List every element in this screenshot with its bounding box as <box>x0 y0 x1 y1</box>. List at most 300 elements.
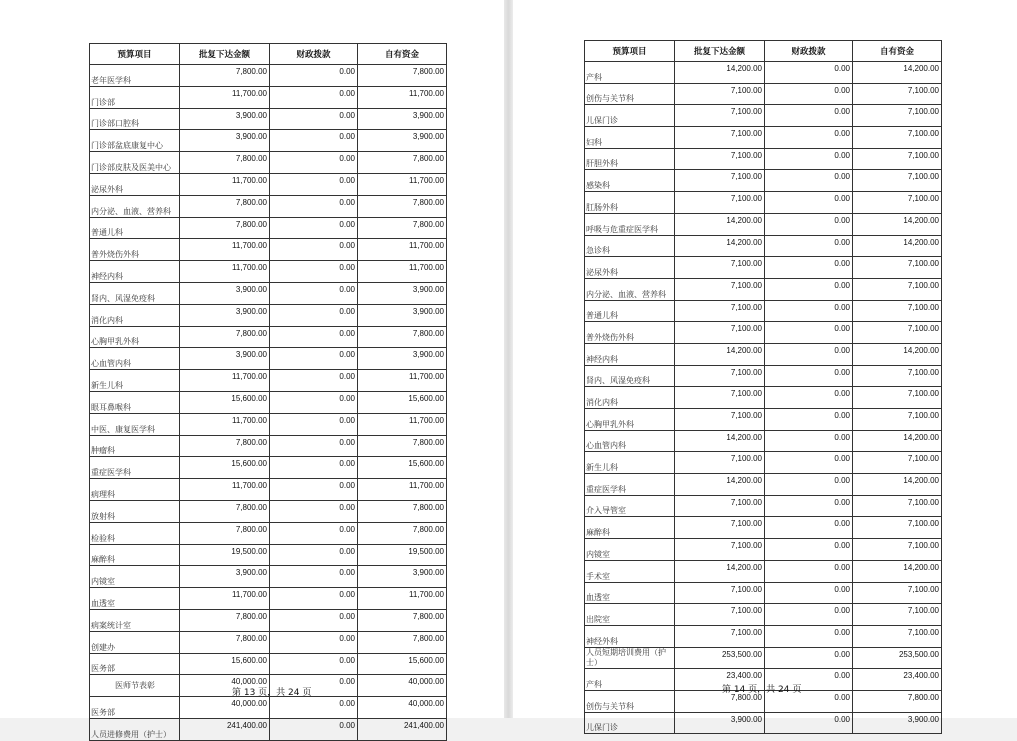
approved-amount-cell: 7,100.00 <box>675 452 765 474</box>
approved-amount-cell: 7,100.00 <box>675 192 765 214</box>
own-funds-cell: 7,800.00 <box>358 522 447 544</box>
table-row <box>90 152 447 174</box>
table-row <box>90 217 447 239</box>
approved-amount-cell: 11,700.00 <box>180 413 270 435</box>
table-row <box>90 86 447 108</box>
table-row <box>585 300 942 322</box>
approved-amount-cell: 241,400.00 <box>180 718 270 740</box>
approved-amount-cell: 15,600.00 <box>180 653 270 675</box>
fiscal-allocation-cell: 0.00 <box>765 300 853 322</box>
fiscal-allocation-cell: 0.00 <box>270 566 358 588</box>
approved-amount-cell: 7,800.00 <box>180 65 270 87</box>
header-approved-amount: 批复下达金额 <box>180 44 270 65</box>
approved-amount-cell: 11,700.00 <box>180 261 270 283</box>
own-funds-cell: 11,700.00 <box>358 261 447 283</box>
table-row <box>90 391 447 413</box>
budget-item-cell: 新生儿科 <box>585 452 675 474</box>
approved-amount-cell: 14,200.00 <box>675 235 765 257</box>
approved-amount-cell: 7,800.00 <box>180 522 270 544</box>
own-funds-cell: 7,800.00 <box>358 65 447 87</box>
table-row <box>90 304 447 326</box>
budget-item-cell: 急诊科 <box>585 235 675 257</box>
own-funds-cell: 40,000.00 <box>358 697 447 719</box>
table-row <box>90 697 447 719</box>
approved-amount-cell: 7,100.00 <box>675 127 765 149</box>
fiscal-allocation-cell: 0.00 <box>270 173 358 195</box>
fiscal-allocation-cell: 0.00 <box>270 195 358 217</box>
fiscal-allocation-cell: 0.00 <box>270 697 358 719</box>
table-row <box>90 631 447 653</box>
table-row <box>90 522 447 544</box>
table-row <box>585 235 942 257</box>
fiscal-allocation-cell: 0.00 <box>765 83 853 105</box>
budget-item-cell: 内分泌、血液、营养科 <box>585 278 675 300</box>
page-number: 第 14 页，共 24 页 <box>722 685 802 695</box>
own-funds-cell: 7,100.00 <box>853 127 942 149</box>
table-header-row <box>90 44 447 65</box>
own-funds-cell: 7,100.00 <box>853 170 942 192</box>
table-row <box>90 173 447 195</box>
budget-item-cell: 麻醉科 <box>585 517 675 539</box>
approved-amount-cell: 40,000.00 <box>180 675 270 697</box>
budget-item-cell: 眼耳鼻喉科 <box>90 391 180 413</box>
header-own-funds: 自有资金 <box>853 41 942 62</box>
fiscal-allocation-cell: 0.00 <box>765 343 853 365</box>
approved-amount-cell: 15,600.00 <box>180 391 270 413</box>
table-row <box>90 413 447 435</box>
own-funds-cell: 11,700.00 <box>358 370 447 392</box>
approved-amount-cell: 3,900.00 <box>675 712 765 734</box>
approved-amount-cell: 19,500.00 <box>180 544 270 566</box>
own-funds-cell: 11,700.00 <box>358 588 447 610</box>
budget-item-cell: 儿保门诊 <box>585 105 675 127</box>
budget-item-cell: 普通儿科 <box>585 300 675 322</box>
approved-amount-cell: 14,200.00 <box>675 560 765 582</box>
table-row <box>90 457 447 479</box>
fiscal-allocation-cell: 0.00 <box>270 152 358 174</box>
approved-amount-cell: 7,800.00 <box>180 152 270 174</box>
fiscal-allocation-cell: 0.00 <box>270 457 358 479</box>
own-funds-cell: 11,700.00 <box>358 413 447 435</box>
fiscal-allocation-cell: 0.00 <box>765 278 853 300</box>
budget-item-cell: 血透室 <box>585 582 675 604</box>
budget-item-cell: 神经内科 <box>585 343 675 365</box>
fiscal-allocation-cell: 0.00 <box>765 170 853 192</box>
budget-item-cell: 医师节表彰 <box>90 675 180 697</box>
own-funds-cell: 3,900.00 <box>358 348 447 370</box>
table-row <box>585 148 942 170</box>
table-row <box>90 261 447 283</box>
table-row <box>585 625 942 647</box>
fiscal-allocation-cell: 0.00 <box>270 348 358 370</box>
own-funds-cell: 11,700.00 <box>358 479 447 501</box>
own-funds-cell: 14,200.00 <box>853 560 942 582</box>
budget-item-cell: 内镜室 <box>90 566 180 588</box>
fiscal-allocation-cell: 0.00 <box>765 127 853 149</box>
own-funds-cell: 11,700.00 <box>358 173 447 195</box>
budget-item-cell: 肝胆外科 <box>585 148 675 170</box>
table-row <box>90 348 447 370</box>
own-funds-cell: 7,800.00 <box>853 690 942 712</box>
header-own-funds: 自有资金 <box>358 44 447 65</box>
budget-item-cell: 产科 <box>585 669 675 691</box>
budget-item-cell: 老年医学科 <box>90 65 180 87</box>
fiscal-allocation-cell: 0.00 <box>270 544 358 566</box>
approved-amount-cell: 7,800.00 <box>180 500 270 522</box>
own-funds-cell: 7,100.00 <box>853 387 942 409</box>
fiscal-allocation-cell: 0.00 <box>270 86 358 108</box>
budget-item-cell: 肾内、风湿免疫科 <box>90 282 180 304</box>
table-row <box>90 195 447 217</box>
table-row <box>585 62 942 84</box>
table-row <box>585 213 942 235</box>
budget-item-cell: 儿保门诊 <box>585 712 675 734</box>
table-row <box>90 566 447 588</box>
approved-amount-cell: 7,800.00 <box>180 326 270 348</box>
fiscal-allocation-cell: 0.00 <box>765 387 853 409</box>
approved-amount-cell: 3,900.00 <box>180 108 270 130</box>
table-row <box>585 322 942 344</box>
approved-amount-cell: 7,100.00 <box>675 625 765 647</box>
own-funds-cell: 15,600.00 <box>358 391 447 413</box>
fiscal-allocation-cell: 0.00 <box>270 500 358 522</box>
budget-item-cell: 内镜室 <box>585 539 675 561</box>
fiscal-allocation-cell: 0.00 <box>270 479 358 501</box>
budget-item-cell: 普外烧伤外科 <box>585 322 675 344</box>
own-funds-cell: 7,100.00 <box>853 148 942 170</box>
budget-item-cell: 出院室 <box>585 604 675 626</box>
fiscal-allocation-cell: 0.00 <box>765 539 853 561</box>
budget-item-cell: 门诊部 <box>90 86 180 108</box>
own-funds-cell: 14,200.00 <box>853 62 942 84</box>
approved-amount-cell: 3,900.00 <box>180 304 270 326</box>
budget-item-cell: 介入导管室 <box>585 495 675 517</box>
table-row <box>585 452 942 474</box>
own-funds-cell: 7,800.00 <box>358 631 447 653</box>
fiscal-allocation-cell: 0.00 <box>765 690 853 712</box>
budget-item-cell: 肾内、风湿免疫科 <box>585 365 675 387</box>
fiscal-allocation-cell: 0.00 <box>765 257 853 279</box>
fiscal-allocation-cell: 0.00 <box>765 712 853 734</box>
budget-item-cell: 妇科 <box>585 127 675 149</box>
own-funds-cell: 7,800.00 <box>358 152 447 174</box>
page-number: 第 13 页，共 24 页 <box>232 688 312 698</box>
table-row <box>585 127 942 149</box>
approved-amount-cell: 7,100.00 <box>675 148 765 170</box>
approved-amount-cell: 23,400.00 <box>675 669 765 691</box>
budget-item-cell: 消化内科 <box>90 304 180 326</box>
table-row <box>585 647 942 669</box>
own-funds-cell: 19,500.00 <box>358 544 447 566</box>
budget-item-cell: 人员进修费用（护士） <box>90 718 180 740</box>
fiscal-allocation-cell: 0.00 <box>270 261 358 283</box>
fiscal-allocation-cell: 0.00 <box>270 130 358 152</box>
table-row <box>90 479 447 501</box>
table-row <box>90 282 447 304</box>
own-funds-cell: 3,900.00 <box>358 304 447 326</box>
table-row <box>585 409 942 431</box>
fiscal-allocation-cell: 0.00 <box>765 604 853 626</box>
table-row <box>90 108 447 130</box>
budget-item-cell: 消化内科 <box>585 387 675 409</box>
own-funds-cell: 3,900.00 <box>358 130 447 152</box>
budget-item-cell: 检验科 <box>90 522 180 544</box>
budget-item-cell: 创伤与关节科 <box>585 690 675 712</box>
budget-item-cell: 门诊部口腔科 <box>90 108 180 130</box>
budget-item-cell: 麻醉科 <box>90 544 180 566</box>
budget-item-cell: 心胸甲乳外科 <box>90 326 180 348</box>
page-gutter <box>504 0 513 718</box>
table-row <box>90 588 447 610</box>
own-funds-cell: 14,200.00 <box>853 430 942 452</box>
table-row <box>585 517 942 539</box>
fiscal-allocation-cell: 0.00 <box>270 718 358 740</box>
fiscal-allocation-cell: 0.00 <box>270 65 358 87</box>
table-row <box>90 544 447 566</box>
own-funds-cell: 7,800.00 <box>358 326 447 348</box>
own-funds-cell: 40,000.00 <box>358 675 447 697</box>
budget-item-cell: 普通儿科 <box>90 217 180 239</box>
fiscal-allocation-cell: 0.00 <box>765 365 853 387</box>
approved-amount-cell: 7,100.00 <box>675 517 765 539</box>
approved-amount-cell: 3,900.00 <box>180 566 270 588</box>
budget-item-cell: 医务部 <box>90 697 180 719</box>
budget-item-cell: 重症医学科 <box>585 474 675 496</box>
approved-amount-cell: 14,200.00 <box>675 343 765 365</box>
table-row <box>585 387 942 409</box>
budget-item-cell: 感染科 <box>585 170 675 192</box>
fiscal-allocation-cell: 0.00 <box>270 522 358 544</box>
budget-item-cell: 心血管内科 <box>90 348 180 370</box>
own-funds-cell: 7,800.00 <box>358 195 447 217</box>
approved-amount-cell: 14,200.00 <box>675 213 765 235</box>
own-funds-cell: 7,100.00 <box>853 257 942 279</box>
fiscal-allocation-cell: 0.00 <box>270 588 358 610</box>
approved-amount-cell: 7,100.00 <box>675 300 765 322</box>
approved-amount-cell: 7,100.00 <box>675 409 765 431</box>
fiscal-allocation-cell: 0.00 <box>270 217 358 239</box>
approved-amount-cell: 11,700.00 <box>180 173 270 195</box>
fiscal-allocation-cell: 0.00 <box>270 282 358 304</box>
header-budget-item: 预算项目 <box>90 44 180 65</box>
fiscal-allocation-cell: 0.00 <box>765 213 853 235</box>
approved-amount-cell: 14,200.00 <box>675 474 765 496</box>
approved-amount-cell: 3,900.00 <box>180 282 270 304</box>
own-funds-cell: 7,100.00 <box>853 409 942 431</box>
budget-item-cell: 手术室 <box>585 560 675 582</box>
own-funds-cell: 11,700.00 <box>358 239 447 261</box>
budget-item-cell: 病理科 <box>90 479 180 501</box>
budget-item-cell: 肛肠外科 <box>585 192 675 214</box>
budget-table-page-13 <box>89 43 447 741</box>
approved-amount-cell: 7,100.00 <box>675 582 765 604</box>
approved-amount-cell: 7,800.00 <box>180 631 270 653</box>
header-budget-item: 预算项目 <box>585 41 675 62</box>
own-funds-cell: 7,800.00 <box>358 500 447 522</box>
budget-item-cell: 病案统计室 <box>90 609 180 631</box>
table-row <box>90 609 447 631</box>
approved-amount-cell: 253,500.00 <box>675 647 765 669</box>
own-funds-cell: 7,100.00 <box>853 582 942 604</box>
fiscal-allocation-cell: 0.00 <box>765 647 853 669</box>
own-funds-cell: 7,100.00 <box>853 495 942 517</box>
own-funds-cell: 7,100.00 <box>853 83 942 105</box>
fiscal-allocation-cell: 0.00 <box>270 239 358 261</box>
approved-amount-cell: 7,100.00 <box>675 539 765 561</box>
table-row <box>90 65 447 87</box>
own-funds-cell: 7,100.00 <box>853 452 942 474</box>
table-row <box>90 130 447 152</box>
approved-amount-cell: 7,800.00 <box>180 609 270 631</box>
table-row <box>90 653 447 675</box>
fiscal-allocation-cell: 0.00 <box>765 452 853 474</box>
table-header-row <box>585 41 942 62</box>
header-fiscal-allocation: 财政拨款 <box>270 44 358 65</box>
budget-item-cell: 医务部 <box>90 653 180 675</box>
table-row <box>585 604 942 626</box>
fiscal-allocation-cell: 0.00 <box>765 560 853 582</box>
fiscal-allocation-cell: 0.00 <box>270 391 358 413</box>
table-row <box>585 539 942 561</box>
fiscal-allocation-cell: 0.00 <box>765 669 853 691</box>
own-funds-cell: 7,100.00 <box>853 517 942 539</box>
own-funds-cell: 3,900.00 <box>358 282 447 304</box>
table-row <box>90 370 447 392</box>
own-funds-cell: 241,400.00 <box>358 718 447 740</box>
approved-amount-cell: 14,200.00 <box>675 430 765 452</box>
table-row <box>585 430 942 452</box>
own-funds-cell: 7,100.00 <box>853 105 942 127</box>
own-funds-cell: 7,800.00 <box>358 435 447 457</box>
approved-amount-cell: 7,100.00 <box>675 278 765 300</box>
table-row <box>585 343 942 365</box>
fiscal-allocation-cell: 0.00 <box>270 675 358 697</box>
fiscal-allocation-cell: 0.00 <box>765 625 853 647</box>
budget-item-cell: 放射科 <box>90 500 180 522</box>
table-row <box>585 474 942 496</box>
approved-amount-cell: 7,100.00 <box>675 365 765 387</box>
budget-item-cell: 血透室 <box>90 588 180 610</box>
budget-item-cell: 创伤与关节科 <box>585 83 675 105</box>
own-funds-cell: 14,200.00 <box>853 474 942 496</box>
own-funds-cell: 14,200.00 <box>853 213 942 235</box>
fiscal-allocation-cell: 0.00 <box>270 326 358 348</box>
header-fiscal-allocation: 财政拨款 <box>765 41 853 62</box>
budget-item-cell: 神经外科 <box>585 625 675 647</box>
fiscal-allocation-cell: 0.00 <box>765 192 853 214</box>
fiscal-allocation-cell: 0.00 <box>270 653 358 675</box>
approved-amount-cell: 7,800.00 <box>180 435 270 457</box>
table-row <box>585 278 942 300</box>
table-row <box>585 495 942 517</box>
fiscal-allocation-cell: 0.00 <box>270 631 358 653</box>
header-approved-amount: 批复下达金额 <box>675 41 765 62</box>
table-row <box>90 326 447 348</box>
approved-amount-cell: 15,600.00 <box>180 457 270 479</box>
fiscal-allocation-cell: 0.00 <box>270 304 358 326</box>
fiscal-allocation-cell: 0.00 <box>765 105 853 127</box>
approved-amount-cell: 7,800.00 <box>675 690 765 712</box>
approved-amount-cell: 7,800.00 <box>180 195 270 217</box>
fiscal-allocation-cell: 0.00 <box>765 517 853 539</box>
budget-item-cell: 门诊部盆底康复中心 <box>90 130 180 152</box>
own-funds-cell: 7,100.00 <box>853 539 942 561</box>
own-funds-cell: 14,200.00 <box>853 343 942 365</box>
own-funds-cell: 7,100.00 <box>853 625 942 647</box>
budget-item-cell: 人员短期培训费用（护士） <box>585 647 675 669</box>
table-row <box>90 435 447 457</box>
own-funds-cell: 7,100.00 <box>853 300 942 322</box>
approved-amount-cell: 7,100.00 <box>675 170 765 192</box>
budget-item-cell: 肿瘤科 <box>90 435 180 457</box>
own-funds-cell: 3,900.00 <box>358 108 447 130</box>
fiscal-allocation-cell: 0.00 <box>765 235 853 257</box>
fiscal-allocation-cell: 0.00 <box>765 582 853 604</box>
budget-item-cell: 内分泌、血液、营养科 <box>90 195 180 217</box>
budget-item-cell: 产科 <box>585 62 675 84</box>
table-row <box>90 500 447 522</box>
approved-amount-cell: 14,200.00 <box>675 62 765 84</box>
budget-item-cell: 神经内科 <box>90 261 180 283</box>
budget-item-cell: 门诊部皮肤及医美中心 <box>90 152 180 174</box>
fiscal-allocation-cell: 0.00 <box>765 148 853 170</box>
fiscal-allocation-cell: 0.00 <box>270 108 358 130</box>
own-funds-cell: 7,100.00 <box>853 365 942 387</box>
own-funds-cell: 14,200.00 <box>853 235 942 257</box>
budget-item-cell: 心血管内科 <box>585 430 675 452</box>
approved-amount-cell: 40,000.00 <box>180 697 270 719</box>
table-row <box>585 192 942 214</box>
approved-amount-cell: 11,700.00 <box>180 479 270 501</box>
table-row <box>585 105 942 127</box>
budget-item-cell: 呼吸与危重症医学科 <box>585 213 675 235</box>
approved-amount-cell: 11,700.00 <box>180 86 270 108</box>
fiscal-allocation-cell: 0.00 <box>270 609 358 631</box>
approved-amount-cell: 3,900.00 <box>180 130 270 152</box>
budget-item-cell: 普外烧伤外科 <box>90 239 180 261</box>
table-row <box>585 83 942 105</box>
budget-item-cell: 新生儿科 <box>90 370 180 392</box>
own-funds-cell: 7,100.00 <box>853 604 942 626</box>
table-row <box>585 170 942 192</box>
own-funds-cell: 7,800.00 <box>358 217 447 239</box>
own-funds-cell: 7,100.00 <box>853 322 942 344</box>
own-funds-cell: 15,600.00 <box>358 653 447 675</box>
approved-amount-cell: 7,100.00 <box>675 495 765 517</box>
approved-amount-cell: 11,700.00 <box>180 239 270 261</box>
fiscal-allocation-cell: 0.00 <box>765 62 853 84</box>
budget-item-cell: 泌尿外科 <box>585 257 675 279</box>
approved-amount-cell: 3,900.00 <box>180 348 270 370</box>
table-row <box>90 239 447 261</box>
table-row <box>585 560 942 582</box>
budget-item-cell: 中医、康复医学科 <box>90 413 180 435</box>
fiscal-allocation-cell: 0.00 <box>765 322 853 344</box>
approved-amount-cell: 7,100.00 <box>675 387 765 409</box>
budget-item-cell: 重症医学科 <box>90 457 180 479</box>
fiscal-allocation-cell: 0.00 <box>270 370 358 392</box>
own-funds-cell: 11,700.00 <box>358 86 447 108</box>
approved-amount-cell: 7,100.00 <box>675 322 765 344</box>
approved-amount-cell: 11,700.00 <box>180 588 270 610</box>
table-row <box>90 718 447 740</box>
own-funds-cell: 3,900.00 <box>853 712 942 734</box>
own-funds-cell: 23,400.00 <box>853 669 942 691</box>
budget-item-cell: 心胸甲乳外科 <box>585 409 675 431</box>
approved-amount-cell: 7,800.00 <box>180 217 270 239</box>
approved-amount-cell: 7,100.00 <box>675 257 765 279</box>
approved-amount-cell: 11,700.00 <box>180 370 270 392</box>
